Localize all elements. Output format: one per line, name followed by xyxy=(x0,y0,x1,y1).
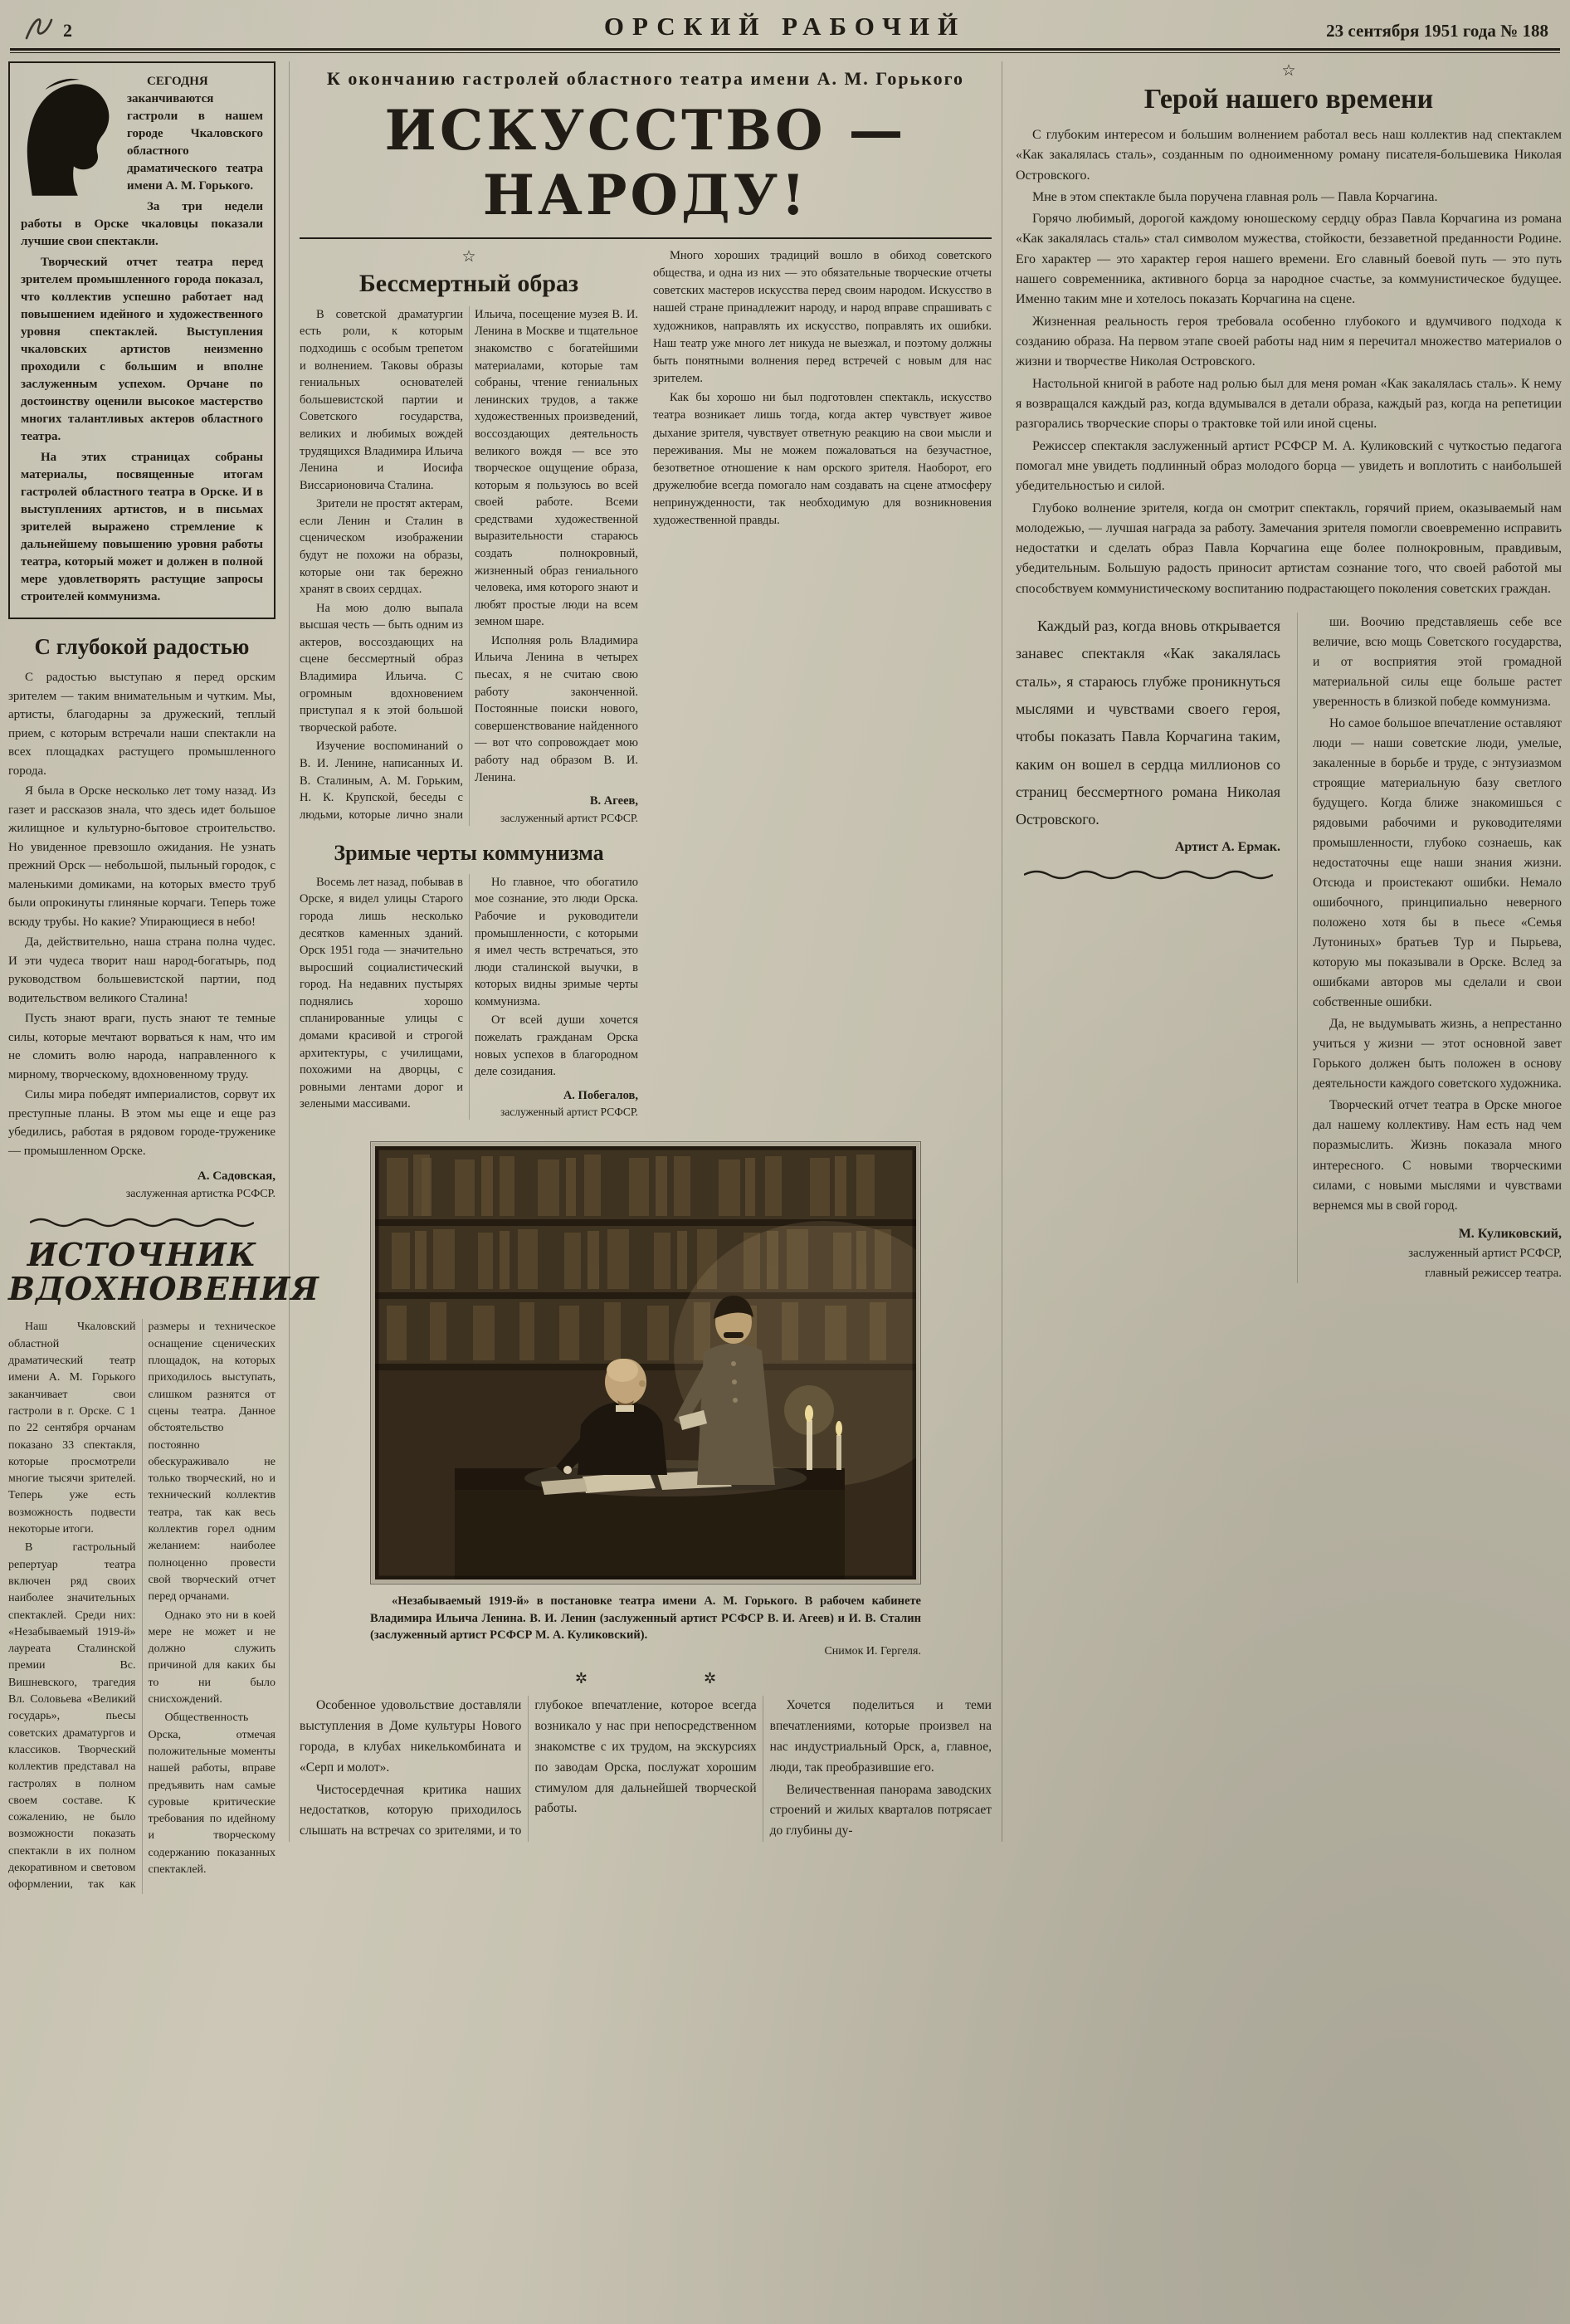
paragraph: На мою долю выпала высшая честь — быть одним из актеров, воссоздающих на сцене бессмертный образ Владимира Ильича. С огромным вдохновением приступал я к этой большой творческой работе. xyxy=(300,601,463,735)
article-kulikovsky xyxy=(1297,613,1562,1283)
article-geroy xyxy=(1016,84,1562,599)
two-column-body xyxy=(8,1319,275,1893)
wavy-divider xyxy=(30,1216,254,1229)
paragraph: СЕГОДНЯ заканчиваются гастроли в нашем городе Чкаловского областного драматического театра имени А. М. Горького. xyxy=(127,75,263,193)
signature-name: А. Садовская, xyxy=(197,1169,275,1183)
lead-article-box xyxy=(8,61,275,619)
main-headline: ИСКУССТВО — НАРОДУ! xyxy=(300,95,992,239)
signature-role: заслуженный артист РСФСР. xyxy=(500,1106,638,1119)
istochnik-title-line1: ИСТОЧНИК xyxy=(27,1236,257,1274)
signature-name: В. Агеев, xyxy=(589,794,638,808)
photo-credit: Снимок И. Гергеля. xyxy=(824,1645,921,1658)
paragraph: Силы мира победят империалистов, сорвут их преступные планы. В этом мы еще и еще раз убедились, работая в рядовом городе-труженике — промышленном Орске. xyxy=(8,1088,275,1158)
asterisk-icon: ✲ xyxy=(574,1670,704,1687)
paragraph: Жизненная реальность героя требовала особенно глубокого и вдумчивого подхода к созданию образа. На первом этапе своей работы над ним я перечитал множество материалов о жизни и творчестве Николая Островского. xyxy=(1016,314,1562,369)
page-number: 2 xyxy=(63,20,72,41)
middle-column xyxy=(289,61,1002,1842)
kicker: К окончанию гастролей областного театра имени А. М. Горького xyxy=(326,68,965,89)
signature-name: М. Куликовский, xyxy=(1458,1226,1562,1241)
gorky-silhouette xyxy=(21,75,119,198)
signature-role: заслуженный артист РСФСР. xyxy=(500,811,638,824)
paragraph: Восемь лет назад, побывав в Орске, я видел улицы Старого города лишь несколько десятков каменных зданий. Орск 1951 года — значительно выросший социалистический город. На недавних пустырях поднялись хорошо спланированные улицы с домами красивой и строгой архитектуры, с училищами, похожими на дворцы, с ровными лентами дорог и зелеными массивами. xyxy=(300,875,463,1111)
paragraph: Творческий отчет театра в Орске многое дал нашему коллективу. Нам есть над чем поразмыслить. Жизнь показала много интересного. С новыми творческими силами, с новыми мыслями и чувствами вернемся мы в свой город. xyxy=(1313,1098,1562,1213)
article-title: С глубокой радостью xyxy=(34,634,250,659)
paragraph: Хочется поделиться и теми впечатлениями, которые произвел на нас индустриальный Орск, а, главное, люди, так преобразившие его. xyxy=(769,1698,992,1775)
paragraph: Исполняя роль Владимира Ильича Ленина в четырех пьесах, я не считаю свою работу законченной. Постоянные поиски нового, совершенствование найденного — вот что сопровождает мою работу над образом В. И. Ленина. xyxy=(475,633,638,784)
issue-date: 23 сентября 1951 года № 188 xyxy=(1326,21,1548,41)
paragraph: Творческий отчет театра перед зрителем промышленного города показал, что коллектив успешно работает над повышением идейного и художественного уровня спектаклей. Выступления чкаловских артистов неизменно проходили с большим и вполне заслуженным успехом. Орчане по достоинству оценили высокое мастерство многих талантливых актеров областного театра. xyxy=(21,256,263,443)
paragraph: Зрители не простят актерам, если Ленин и Сталин в сценическом изображении будут не похожи на образы, которые они так бережно хранят в своих сердцах. xyxy=(300,497,463,597)
paragraph: Глубоко волнение зрителя, когда он смотрит спектакль, горячий прием, оказываемый нам молодежью, — лучшая награда за работу. Замечания зрителя помогли своевременно исправить недостатки и сделать образ Павла Корчагина еще более полнокровным, правдивым, убедительным. Большую радость приносит артистам сознание того, что своей работой мы способствуем коммунистическому воспитанию подрастающего поколения советских граждан. xyxy=(1016,500,1562,596)
paragraph: Но самое большое впечатление оставляют люди — наши советские люди, умелые, закаленные в борьбе и труде, с энтузиазмом строящие материальную базу светлого будущего. Когда ближе знакомишься с рядовыми рабочими и руководителями промышленности, глубоко сознаешь, как недостаточны еще наши знания жизни. Отсюда и проистекают ошибки. Немало ошибочного, принципиально неверного положено хотя бы в пьесе «Семья Лутониных» братьев Тур и Пырьева, которую мы показывали в Орске. Вслед за ошибками авторов мы сделали и свои собственные ошибки. xyxy=(1313,716,1562,1010)
paragraph: Я была в Орске несколько лет тому назад. Из газет и рассказов знала, что здесь идет большое жилищное и культурно-бытовое строительство. Но увиденное превзошло ожидания. Не узнать прежний Орск — небольшой, пыльный городок, с маленькими домиками, на которых вместо труб были опрокинуты глиняные корчаги. Теперь тоже всюду трубы. Но какие? Упирающиеся в небо! xyxy=(8,784,275,929)
paragraph: Мне в этом спектакле была поручена главная роль — Павла Корчагина. xyxy=(1032,189,1438,204)
paragraph: Величественная панорама заводских строений и жилых кварталов потрясает до глубины ду- xyxy=(769,1782,992,1838)
photo-caption: «Незабываемый 1919-й» в постановке театра имени А. М. Горького. В рабочем кабинете Владимира Ильича Ленина. В. И. Ленин (заслуженный артист РСФСР В. И. Агеев) и И. В. Сталин (заслуженный артист РСФСР М. А. Куликовский). xyxy=(370,1594,921,1643)
article-title: Герой нашего времени xyxy=(1143,83,1434,115)
paragraph: Однако это ни в коей мере не может и не должно служить причиной для каких бы то ни было снисхождений. xyxy=(148,1609,275,1706)
paragraph: Много хороших традиций вошло в обиход советского общества, и одна из них — это обязательные творческие отчеты советских мастеров искусства перед своим народом. Искусство в нашей стране принадлежит народу, и народ вправе спрашивать с художников, направлять их искусство, поправлять их ошибки. Наш театр уже много лет никуда не выезжал, и поэтому должны быть понятными волнения перед встречей с новым для нас зрителем. xyxy=(653,249,992,386)
masthead xyxy=(0,0,1570,46)
pull-paragraph xyxy=(1016,613,1280,833)
middle-articles xyxy=(300,247,992,1120)
paragraph: От всей души хочется пожелать гражданам Орска новых успехов в благородном деле созидания. xyxy=(475,1013,638,1079)
article-cherty xyxy=(300,841,638,1120)
paragraph: Режиссер спектакля заслуженный артист РСФСР М. А. Куликовский с чуткостью педагога помогал мне увидеть подлинный образ молодого борца — увидеть и воплотить с наибольшей убедительностью и силой. xyxy=(1016,438,1562,494)
report-continuation-top xyxy=(653,247,992,1120)
article-title: Зримые черты коммунизма xyxy=(334,840,604,865)
right-column xyxy=(1016,61,1562,1283)
handwritten-mark xyxy=(22,13,55,42)
paragraph: Особенное удовольствие доставляли выступления в Доме культуры Нового города, в клубах никелькомбината и «Серп и молот». xyxy=(300,1698,522,1775)
middle-left-half xyxy=(300,247,638,1120)
signature-role: главный режиссер театра. xyxy=(1425,1266,1562,1280)
paragraph: Чистосердечная критика наших недостатков, которую приходилось слышать на встречах со зрителями, и то глубокое впечатление, которое всегда возникало у нас при непосредственном знакомстве с их трудом, на экскурсиях по заводам Орска, послужат хорошим стимулом для дальнейшей творческой работы. xyxy=(300,1698,757,1838)
paragraph: В советской драматургии есть роли, к которым подходишь с особым трепетом и волнением. Таковы образы гениальных основателей большевистской партии и Советского государства, великих и любимых вождей трудящихся Владимира Ильича Ленина и Иосифа Виссарионовича Сталина. xyxy=(300,307,463,492)
istochnik-title-line2: ВДОХНОВЕНИЯ xyxy=(8,1270,319,1308)
article-body xyxy=(300,874,638,1120)
paragraph: С глубоким интересом и большим волнением работал весь наш коллектив над спектаклем «Как закалялась сталь», созданным по одноименному роману писателя-большевика Николая Островского. xyxy=(1016,127,1562,183)
signature-role: заслуженный артист РСФСР, xyxy=(1408,1247,1562,1261)
paragraph: Настольной книгой в работе над ролью был для меня роман «Как закалялась сталь». К нему я возвращался каждый раз, когда вдумывался в детали образа, каждый раз, когда на репетиции разгорались творческие споры о трактовке той или иной сцены. xyxy=(1016,376,1562,432)
photo-nezabyvaemyi-1919 xyxy=(375,1146,916,1579)
signature-name: А. Побегалов, xyxy=(563,1088,638,1102)
paragraph: В гастрольный репертуар театра включен ряд своих наиболее значительных спектаклей. Среди них: «Незабываемый 1919-й» лауреата Сталинской премии Вс. Вишневского, трагедия Вл. Соловьева «Великий государь», пьесы советских драматургов и классиков. Творческий коллектив представал на гастролях в полном своем составе. К сожалению, не было возможности показать спектакли в их полном декоративном и световом оформлении, так как размеры и техническое оснащение сценических площадок, на которых приходилось выступать, слишком разнятся от сцены театра. Данное обстоятельство постоянно обескураживало не только творческий, но и технический коллектив театра, так как весь коллектив горел одним желанием: наиболее полноценно провести свой творческий отчет перед орчанами. xyxy=(8,1321,275,1892)
signature-role: заслуженная артистка РСФСР. xyxy=(125,1187,275,1200)
page-body xyxy=(0,53,1570,1927)
asterisk-row xyxy=(300,1670,992,1687)
paragraph: За три недели работы в Орске чкаловцы показали лучшие свои спектакли. xyxy=(21,200,263,248)
geroy-closing-column xyxy=(1016,613,1280,1283)
bottom-columns xyxy=(300,1696,992,1842)
newspaper-title: ОРСКИЙ РАБОЧИЙ xyxy=(603,12,967,41)
right-bottom-split xyxy=(1016,613,1562,1283)
paragraph: Пусть знают враги, пусть знают те темные силы, которые мечтают ворваться к нам, что им не сломить волю народа, направленного к мирному, творческому, вдохновенному труду. xyxy=(8,1012,275,1081)
asterisk-icon: ✲ xyxy=(704,1670,833,1687)
paragraph: Горячо любимый, дорогой каждому юношескому сердцу образ Павла Корчагина из романа «Как закалялась сталь» стал символом мужества, стойкости, беззаветной преданности Родине. Его характер — это характер героя нашего времени. Его славный боевой путь — это путь нашего современника, активного борца за народное счастье, за коммунистическое будущее. Именно таким мне и хотелось показать Корчагина на сцене. xyxy=(1016,212,1562,307)
istochnik-title xyxy=(8,1236,319,1308)
wavy-divider xyxy=(1024,868,1273,881)
paragraph: Да, действительно, наша страна полна чудес. И эти чудеса творит наш народ-богатырь, под руководством большевистской партии, под водительством великого Сталина! xyxy=(8,935,275,1005)
signature-block xyxy=(1313,1224,1562,1283)
left-column xyxy=(8,61,319,1894)
photo-frame xyxy=(370,1141,921,1584)
paragraph: Общественность Орска, отмечая положительные моменты нашей работы, вправе предъявить нам самые суровые критические требования по идейному и творческому содержанию показанных спектаклей. xyxy=(148,1711,275,1876)
paragraph: Каждый раз, когда вновь открывается занавес спектакля «Как закалялась сталь», я стараюсь глубже проникнуться мыслями и чувствами своего героя, чтобы показать Павла Корчагина таким, каким он вошел в сердца миллионов со страниц бессмертного романа Николая Островского. xyxy=(1016,618,1280,828)
paragraph: Как бы хорошо ни был подготовлен спектакль, искусство театра возникает лишь тогда, когда актер чувствует живое дыхание зрителя, чувствует ответную реакцию на свои мысли и переживания. Мы не можем пожаловаться на безучастное, безответное отношение к нам орского зрителя. Наоборот, его дружелюбие всегда помогало нам создавать на сцене атмосферу непринужденности, так необходимую для возникновения художественной правды. xyxy=(653,391,992,528)
paragraph: С радостью выступаю я перед орским зрителем — таким внимательным и чутким. Мы, артисты, благодарны за дружеский, теплый прием, с которым встречали наши спектакли на всех площадках растущего промышленного города. xyxy=(8,671,275,778)
paragraph: Наш Чкаловский областной драматический театр имени А. М. Горького заканчивает свои гастроли в г. Орске. С 1 по 22 сентября орчанам показано 33 спектакля, которые просмотрели многие тысячи зрителей. Теперь уже есть возможность подвести некоторые итоги. xyxy=(8,1321,136,1536)
article-body xyxy=(1016,125,1562,599)
paragraph: Да, не выдумывать жизнь, а непрестанно учиться у жизни — этот основной завет Горького должен быть положен в основу деятельности каждого советского художника. xyxy=(1313,1017,1562,1091)
article-obraz xyxy=(300,270,638,826)
signature-name: Артист А. Ермак. xyxy=(1174,840,1280,855)
star-icon: ☆ xyxy=(1281,62,1296,80)
paragraph: ши. Воочию представляешь себе все величие, всю мощь Советского государства, и от восприятия этой громадной материальной силы еще больше растет уверенность в близкой победе коммунизма. xyxy=(1313,615,1562,710)
paragraph: Но главное, что обогатило мое сознание, это люди Орска. Рабочие и руководители промышленности, с которыми я имел честь встречаться, это люди сталинской выучки, в которых видны зримые черты коммунизма. xyxy=(475,875,638,1008)
photo-figure xyxy=(370,1141,921,1658)
paragraph: Изучение воспоминаний о В. И. Ленине, написанных И. В. Сталиным, А. М. Горьким, Н. К. Крупской, беседы с людьми, которые лично знали Ильича, посещение музея В. И. Ленина в Москве и тщательное знакомство с богатейшими материалами, которые там собраны, чтение гениальных ленинских трудов, а также художественных произведений, воссоздающих деятельность великого вождя — все это творческое ощущение образа, которым я пользуюсь во всей своей работе. Всеми средствами художественной выразительности стараюсь создать полнокровный, жизненный образ гениального человека, имя которого знают и любят простые люди на всем земном шаре. xyxy=(300,307,638,822)
article-radost xyxy=(8,634,275,1203)
article-body xyxy=(8,668,275,1203)
article-body xyxy=(300,306,638,826)
article-title: Бессмертный образ xyxy=(358,269,579,297)
paragraph: На этих страницах собраны материалы, посвященные итогам гастролей областного театра в Орске. И в выступлениях артистов, и в письмах зрителей выражено стремление к дальнейшему повышению уровня работы театра, который может и должен в полной мере удовлетворять растущие запросы строителей коммунизма. xyxy=(21,451,263,603)
star-icon: ☆ xyxy=(461,248,476,266)
article-istochnik xyxy=(8,1236,319,1893)
